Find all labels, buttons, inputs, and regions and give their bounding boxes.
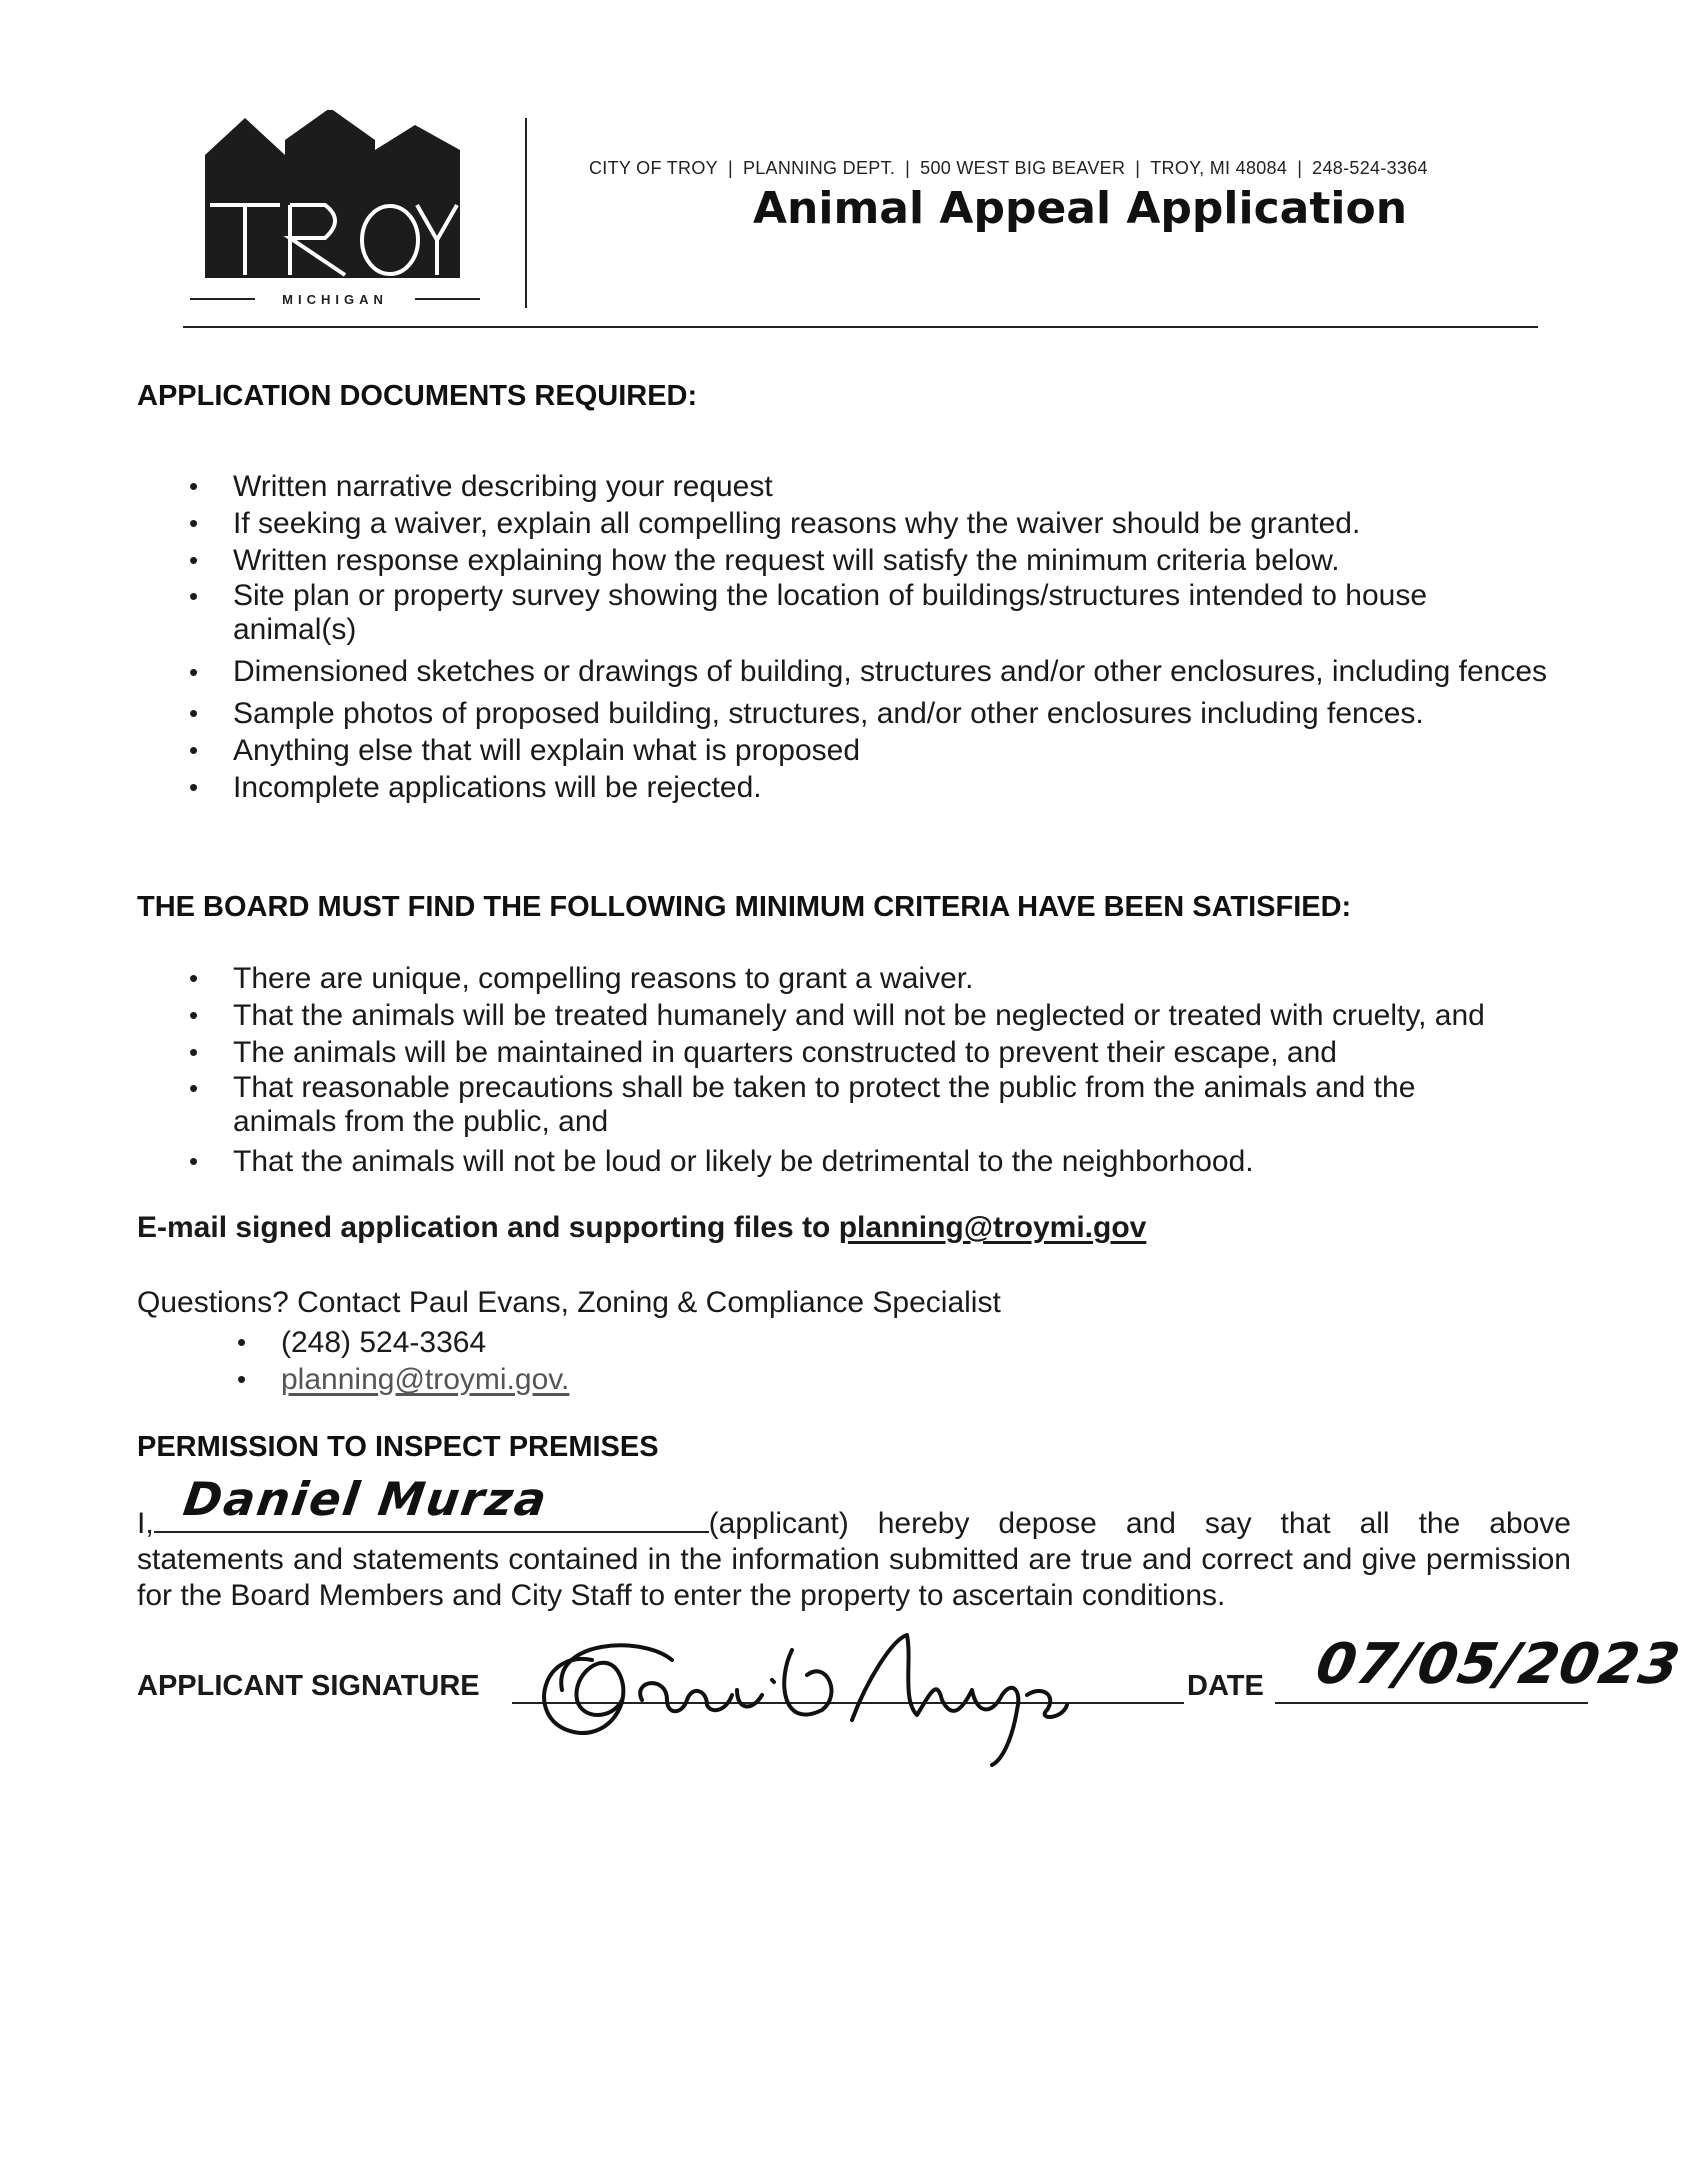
list-item	[189, 468, 1553, 505]
bullet: •	[189, 1146, 199, 1176]
list-item-text: There are unique, compelling reasons to grant a waiver.	[233, 962, 974, 995]
list-item-text: That the animals will be treated humanely and will not be neglected or treated with cruelty, and	[233, 999, 1485, 1032]
bullet: •	[237, 1327, 247, 1357]
list-item-text: Anything else that will explain what is proposed	[233, 734, 861, 767]
list-item	[189, 542, 1553, 579]
bullet: •	[189, 698, 199, 728]
list-item	[189, 505, 1553, 542]
address-separator: |	[1135, 158, 1141, 178]
list-item	[189, 997, 1593, 1034]
documents-list	[189, 468, 1553, 806]
bullet: •	[189, 508, 199, 538]
criteria-heading: THE BOARD MUST FIND THE FOLLOWING MINIMUM CRITERIA HAVE BEEN SATISFIED:	[137, 891, 1352, 923]
list-item	[189, 960, 1593, 997]
bullet: •	[189, 772, 199, 802]
list-item-text: Incomplete applications will be rejected.	[233, 771, 762, 804]
troy-logo	[185, 110, 485, 315]
list-item-text: That reasonable precautions shall be taken to protect the public from the animals and the animals from the public, and	[233, 1071, 1416, 1138]
list-item-text: That the animals will not be loud or likely be detrimental to the neighborhood.	[233, 1145, 1254, 1178]
bullet: •	[189, 581, 199, 611]
applicant-name-handwritten: Daniel Murza	[179, 1472, 552, 1526]
bullet: •	[189, 1000, 199, 1030]
address-phone: 248-524-3364	[1312, 158, 1428, 178]
header-divider-vertical	[525, 118, 527, 308]
email-link[interactable]: planning@troymi.gov	[838, 1211, 1147, 1244]
logo-subtext: MICHIGAN	[282, 292, 388, 307]
list-item	[189, 579, 1553, 647]
permission-heading: PERMISSION TO INSPECT PREMISES	[137, 1431, 659, 1463]
date-handwritten: 07/05/2023	[1311, 1632, 1686, 1697]
list-item-text: Written response explaining how the request will satisfy the minimum criteria below.	[233, 544, 1340, 577]
criteria-list	[189, 960, 1593, 1180]
bullet: •	[189, 657, 199, 687]
bullet: •	[189, 963, 199, 993]
header-divider	[183, 326, 1538, 328]
handwritten-signature	[522, 1620, 1242, 1770]
list-item	[189, 732, 1553, 769]
address-separator: |	[1297, 158, 1303, 178]
address-dept: PLANNING DEPT.	[742, 158, 896, 178]
contact-phone-item	[237, 1324, 1081, 1361]
list-item-text: The animals will be maintained in quarters constructed to prevent their escape, and	[233, 1036, 1337, 1069]
list-item-text: Dimensioned sketches or drawings of building, structures and/or other enclosures, including fences	[233, 655, 1548, 688]
list-item	[189, 769, 1553, 806]
list-item-text: Site plan or property survey showing the location of buildings/structures intended to house animal(s)	[233, 579, 1428, 646]
bullet: •	[237, 1364, 247, 1394]
date-label: DATE	[1187, 1670, 1264, 1702]
signature-row	[137, 1632, 1686, 1782]
bullet: •	[189, 471, 199, 501]
email-instruction	[137, 1211, 1146, 1245]
list-item	[189, 1034, 1593, 1071]
address-separator: |	[727, 158, 733, 178]
list-item-text: Sample photos of proposed building, structures, and/or other enclosures including fences.	[233, 697, 1424, 730]
documents-heading: APPLICATION DOCUMENTS REQUIRED:	[137, 380, 698, 412]
contact-email-link[interactable]: planning@troymi.gov.	[281, 1363, 570, 1396]
permission-statement	[137, 1472, 1571, 1614]
contact-question: Questions? Contact Paul Evans, Zoning & Compliance Specialist	[137, 1286, 1001, 1319]
bullet: •	[189, 1073, 199, 1103]
list-item	[189, 1143, 1593, 1180]
contact-phone: (248) 524-3364	[281, 1326, 487, 1359]
page-title: Animal Appeal Application	[753, 183, 1408, 234]
email-instruction-text: E-mail signed application and supporting files to	[137, 1211, 831, 1244]
applicant-name-field[interactable]	[154, 1472, 709, 1533]
list-item-text: Written narrative describing your request	[233, 470, 773, 503]
address-separator: |	[905, 158, 911, 178]
bullet: •	[189, 1037, 199, 1067]
address-street: 500 WEST BIG BEAVER	[920, 158, 1126, 178]
logo-text: TROY	[185, 110, 188, 111]
address-city-state: TROY, MI 48084	[1150, 158, 1288, 178]
permission-prefix: I,	[137, 1507, 154, 1540]
permission-line1-text: (applicant) hereby depose and say that all the above	[708, 1507, 1571, 1540]
bullet: •	[189, 735, 199, 765]
address-city: CITY OF TROY	[589, 158, 718, 178]
permission-first-line	[137, 1472, 1571, 1542]
signature-label: APPLICANT SIGNATURE	[137, 1670, 480, 1702]
date-field[interactable]	[1275, 1702, 1588, 1704]
contact-email-item	[237, 1361, 1081, 1398]
header-address	[589, 158, 1669, 179]
list-item-text: If seeking a waiver, explain all compelling reasons why the waiver should be granted.	[233, 507, 1361, 540]
bullet: •	[189, 545, 199, 575]
permission-text: statements and statements contained in the information submitted are true and correct and give permission for the Board Members and City Staff to enter the property to ascertain conditions.	[137, 1543, 1571, 1612]
list-item	[189, 695, 1553, 732]
list-item	[189, 655, 1553, 689]
contact-list	[237, 1324, 1081, 1398]
list-item	[189, 1071, 1593, 1139]
